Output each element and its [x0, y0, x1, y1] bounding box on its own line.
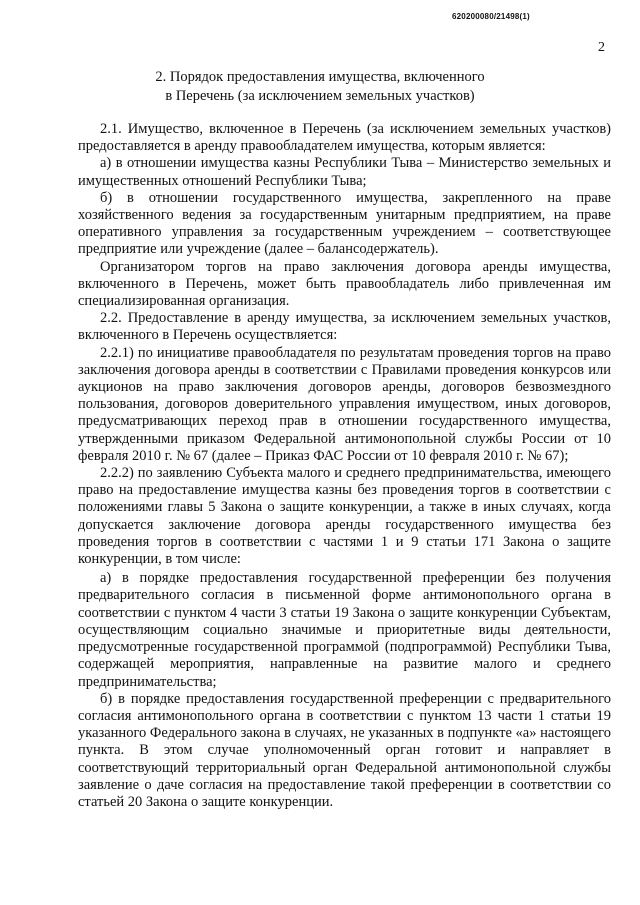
document-id: 620200080/21498(1): [452, 12, 530, 21]
document-body: [78, 121, 611, 811]
paragraph-2-2-2: 2.2.2) по заявлению Субъекта малого и среднего предпринимательства, имеющего право на предоставление имущества казны без проведения торгов в соответствии с положениями главы 5 Закона о защите конкуренции, а также в иных случаях, когда допускается заключение договора аренды государственного имущества без проведения торгов в соответствии с частями 1 и 9 статьи 171 Закона о защите конкуренции, в том числе:: [78, 465, 611, 568]
paragraph-organizer: Организатором торгов на право заключения договора аренды имущества, включенного в Перечень, может быть правообладатель либо привлеченная им специализированная организация.: [78, 258, 611, 310]
section-title-line-1: 2. Порядок предоставления имущества, включенного: [155, 69, 485, 85]
section-title-line-2: в Перечень (за исключением земельных участков): [165, 88, 475, 104]
paragraph-2-2-2-b: б) в порядке предоставления государственной преференции с предварительного согласия антимонопольного органа в соответствии с пунктом 13 части 1 статьи 19 указанного Федерального закона в случаях, не указанных в подпункте «а» настоящего пункта. В этом случае уполномоченный орган готовит и направляет в соответствующий территориальный орган Федеральной антимонопольной службы заявление о даче согласия на предоставление такой преференции в соответствии со статьей 20 Закона о защите конкуренции.: [78, 690, 611, 810]
paragraph-2-1-a: а) в отношении имущества казны Республики Тыва – Министерство земельных и имущественных отношений Республики Тыва;: [78, 155, 611, 189]
section-title: [0, 68, 640, 106]
paragraph-2-2-1: 2.2.1) по инициативе правообладателя по результатам проведения торгов на право заключения договора аренды в соответствии с Правилами проведения конкурсов или аукционов на право заключения договоров аренды, договоров безвозмездного пользования, договоров доверительного управления имуществом, иных договоров, предусматривающих переход прав в отношении государственного имущества, утвержденными приказом Федеральной антимонопольной службы России от 10 февраля 2010 г. № 67 (далее – Приказ ФАС России от 10 февраля 2010 г. № 67);: [78, 344, 611, 464]
paragraph-2-2-2-a: а) в порядке предоставления государственной преференции без получения предварительного согласия в письменной форме антимонопольного органа в соответствии с пунктом 4 части 3 статьи 19 Закона о защите конкуренции Субъектам, осуществляющим социально значимые и приоритетные виды деятельности, предусмотренные государственной программой (подпрограммой) Республики Тыва, содержащей мероприятия, направленные на развитие малого и среднего предпринимательства;: [78, 570, 611, 690]
paragraph-2-1-b: б) в отношении государственного имущества, закрепленного на праве хозяйственного ведения за государственным унитарным предприятием, на праве оперативного управления за государственным учреждением – соответствующее предприятие или учреждение (далее – балансодержатель).: [78, 189, 611, 258]
paragraph-2-1: 2.1. Имущество, включенное в Перечень (за исключением земельных участков) предоставляется в аренду правообладателем имущества, которым является:: [78, 121, 611, 155]
paragraph-2-2: 2.2. Предоставление в аренду имущества, за исключением земельных участков, включенного в Перечень осуществляется:: [78, 310, 611, 344]
page-number: 2: [598, 40, 605, 55]
